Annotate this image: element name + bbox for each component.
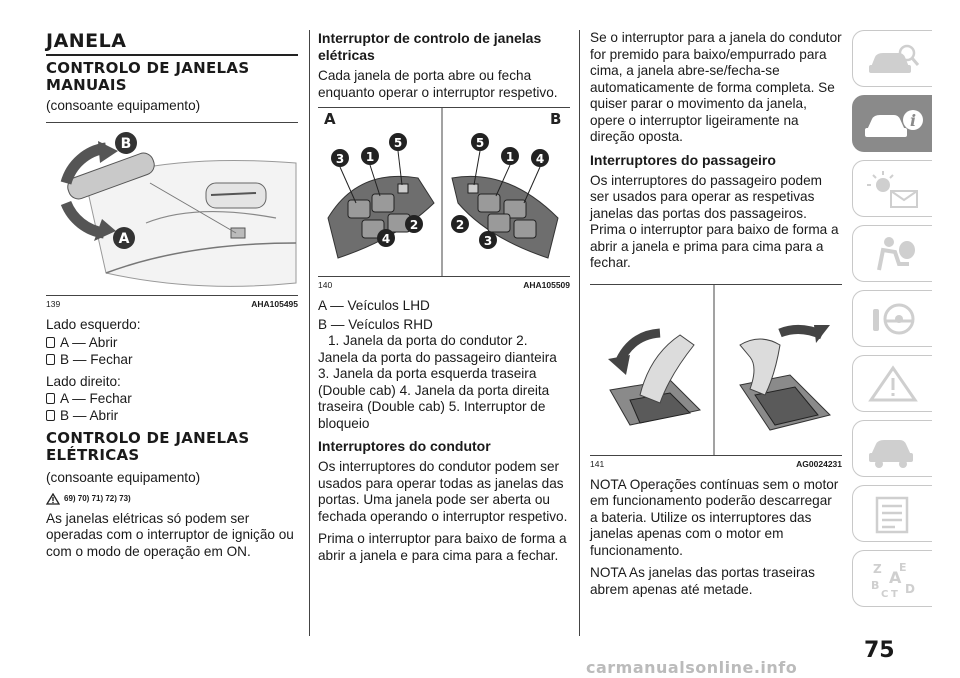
driver-switches-heading: Interruptores do condutor bbox=[318, 438, 491, 454]
passenger-switches-heading: Interruptores do passageiro bbox=[590, 151, 776, 168]
column-divider bbox=[309, 30, 310, 636]
tab-maintenance[interactable] bbox=[852, 420, 932, 477]
svg-text:A: A bbox=[888, 567, 901, 587]
list-item: B — Abrir bbox=[46, 407, 298, 424]
title-rule bbox=[46, 54, 298, 56]
warning-light-message-icon bbox=[865, 169, 921, 209]
panel-a-label: A bbox=[324, 110, 336, 128]
bullet-icon bbox=[46, 354, 55, 365]
equipment-note: (consoante equipamento) bbox=[46, 97, 201, 113]
figure-code: AG0024231 bbox=[796, 458, 842, 469]
warning-triangle-icon bbox=[46, 493, 60, 505]
chapter-title: JANELA bbox=[46, 30, 127, 52]
callout-label: 4 bbox=[381, 232, 391, 246]
figure-code: AHA105509 bbox=[523, 280, 570, 290]
callout-a: A bbox=[118, 231, 130, 247]
figure-139-caption bbox=[46, 299, 298, 309]
legend-b: B — Veículos RHD bbox=[318, 316, 433, 332]
panel-b-label: B bbox=[550, 110, 562, 128]
column-3 bbox=[590, 30, 842, 604]
callout-label: 1 bbox=[505, 150, 515, 164]
list-item: B — Fechar bbox=[46, 351, 298, 368]
figure-code: AHA105495 bbox=[251, 299, 298, 309]
equipment-note: (consoante equipamento) bbox=[46, 470, 201, 485]
svg-text:Z: Z bbox=[872, 561, 882, 576]
car-service-icon bbox=[865, 429, 921, 469]
page-number: 75 bbox=[864, 638, 895, 663]
figure-140-caption bbox=[318, 280, 570, 290]
note-rear-windows: NOTA As janelas das portas traseiras abrem apenas até metade. bbox=[590, 565, 815, 597]
roadside-warning-icon bbox=[865, 364, 921, 404]
list-item: A — Fechar bbox=[46, 390, 298, 407]
watermark: carmanualsonline.info bbox=[586, 658, 798, 677]
bullet-icon bbox=[46, 410, 55, 421]
column-1 bbox=[46, 30, 298, 566]
section-title-manual-windows: CONTROLO DE JANELAS MANUAIS bbox=[46, 58, 250, 94]
svg-text:i: i bbox=[909, 110, 916, 130]
steering-key-icon bbox=[865, 299, 921, 339]
figure-number: 141 bbox=[590, 458, 605, 469]
column-2 bbox=[318, 30, 570, 570]
auto-window-text: Se o interruptor para a janela do condutor for premido para baixo/empurrado para cima, a janela abre-se/fecha-se automaticamente de forma completa. Se quiser parar o movimento da janela, opere o interruptor ligeiramente na direção oposta. bbox=[590, 30, 842, 144]
driver-switches-text: Os interruptores do condutor podem ser usados para operar todas as janelas das portas. Uma janela pode ser aberta ou fechada operando o interruptor respetivo. bbox=[318, 459, 568, 524]
driver-switches-text-2: Prima o interruptor para baixo de forma a abrir a janela e para cima para a fechar. bbox=[318, 531, 567, 563]
figure-number: 139 bbox=[46, 299, 61, 309]
figure-141-caption bbox=[590, 459, 842, 469]
tab-emergency[interactable] bbox=[852, 355, 932, 412]
airbag-seat-icon bbox=[865, 234, 921, 274]
tab-technical-data[interactable] bbox=[852, 485, 932, 542]
car-search-icon bbox=[865, 39, 921, 79]
callout-label: 2 bbox=[455, 218, 465, 232]
svg-text:D: D bbox=[904, 581, 915, 596]
legend-a: A — Veículos LHD bbox=[318, 298, 430, 313]
figure-140 bbox=[318, 107, 570, 277]
callout-b: B bbox=[120, 136, 132, 152]
tab-index[interactable] bbox=[852, 550, 932, 607]
switch-heading: Interruptor de controlo de janelas elétricas bbox=[318, 30, 542, 63]
alphabetical-index-icon bbox=[865, 559, 921, 599]
callout-label: 3 bbox=[483, 234, 493, 248]
callout-label: 3 bbox=[335, 152, 345, 166]
callout-label: 5 bbox=[393, 136, 403, 150]
specifications-list-icon bbox=[865, 494, 921, 534]
power-windows-text: As janelas elétricas só podem ser operadas com o interruptor de ignição ou com o modo de operação em ON. bbox=[46, 510, 294, 559]
window-switch-panels-illustration bbox=[318, 108, 570, 276]
figure-139 bbox=[46, 122, 298, 296]
svg-text:C: C bbox=[880, 588, 888, 599]
left-side-label: Lado esquerdo: bbox=[46, 317, 141, 332]
bullet-icon bbox=[46, 393, 55, 404]
tab-starting-driving[interactable] bbox=[852, 290, 932, 347]
figure-141 bbox=[590, 284, 842, 456]
right-side-label: Lado direito: bbox=[46, 373, 121, 389]
section-title-power-windows: CONTROLO DE JANELAS ELÉTRICAS bbox=[46, 429, 250, 464]
bullet-icon bbox=[46, 337, 55, 348]
tab-safety[interactable] bbox=[852, 225, 932, 282]
callout-label: 4 bbox=[535, 152, 545, 166]
callout-label: 1 bbox=[365, 150, 375, 164]
column-divider bbox=[579, 30, 580, 636]
chapter-tabs bbox=[852, 30, 932, 615]
svg-text:B: B bbox=[870, 578, 879, 592]
manual-window-crank-illustration bbox=[46, 123, 298, 295]
legend-items: 1. Janela da porta do condutor 2. Janela da porta do passageiro dianteira 3. Janela da porta esquerda traseira (Double cab) 4. Janela da porta direita traseira (Double cab) 5. Interruptor de bloqueio bbox=[318, 333, 557, 431]
switch-press-pull-illustration bbox=[590, 285, 842, 455]
tab-car-info[interactable] bbox=[852, 95, 932, 152]
passenger-switches-text: Os interruptores do passageiro podem ser usados para operar as respetivas janelas das portas dos passageiros. Prima o interruptor para baixo de forma a abrir a janela e prima para cima para a fechar. bbox=[590, 172, 839, 270]
car-info-icon bbox=[863, 104, 923, 144]
callout-label: 5 bbox=[475, 136, 485, 150]
note-battery: NOTA Operações contínuas sem o motor em funcionamento poderão descarregar a bateria. Utilize os interruptores das janelas apenas com o motor em funcionamento. bbox=[590, 476, 839, 558]
figure-number: 140 bbox=[318, 280, 333, 290]
svg-text:T: T bbox=[890, 588, 898, 599]
list-item: A — Abrir bbox=[46, 334, 298, 351]
callout-label: 2 bbox=[409, 218, 419, 232]
warning-references: 69) 70) 71) 72) 73) bbox=[46, 493, 298, 505]
tab-car-search[interactable] bbox=[852, 30, 932, 87]
switch-intro: Cada janela de porta abre ou fecha enquanto operar o interruptor respetivo. bbox=[318, 68, 558, 100]
tab-warning-lights[interactable] bbox=[852, 160, 932, 217]
svg-text:E: E bbox=[898, 560, 907, 574]
